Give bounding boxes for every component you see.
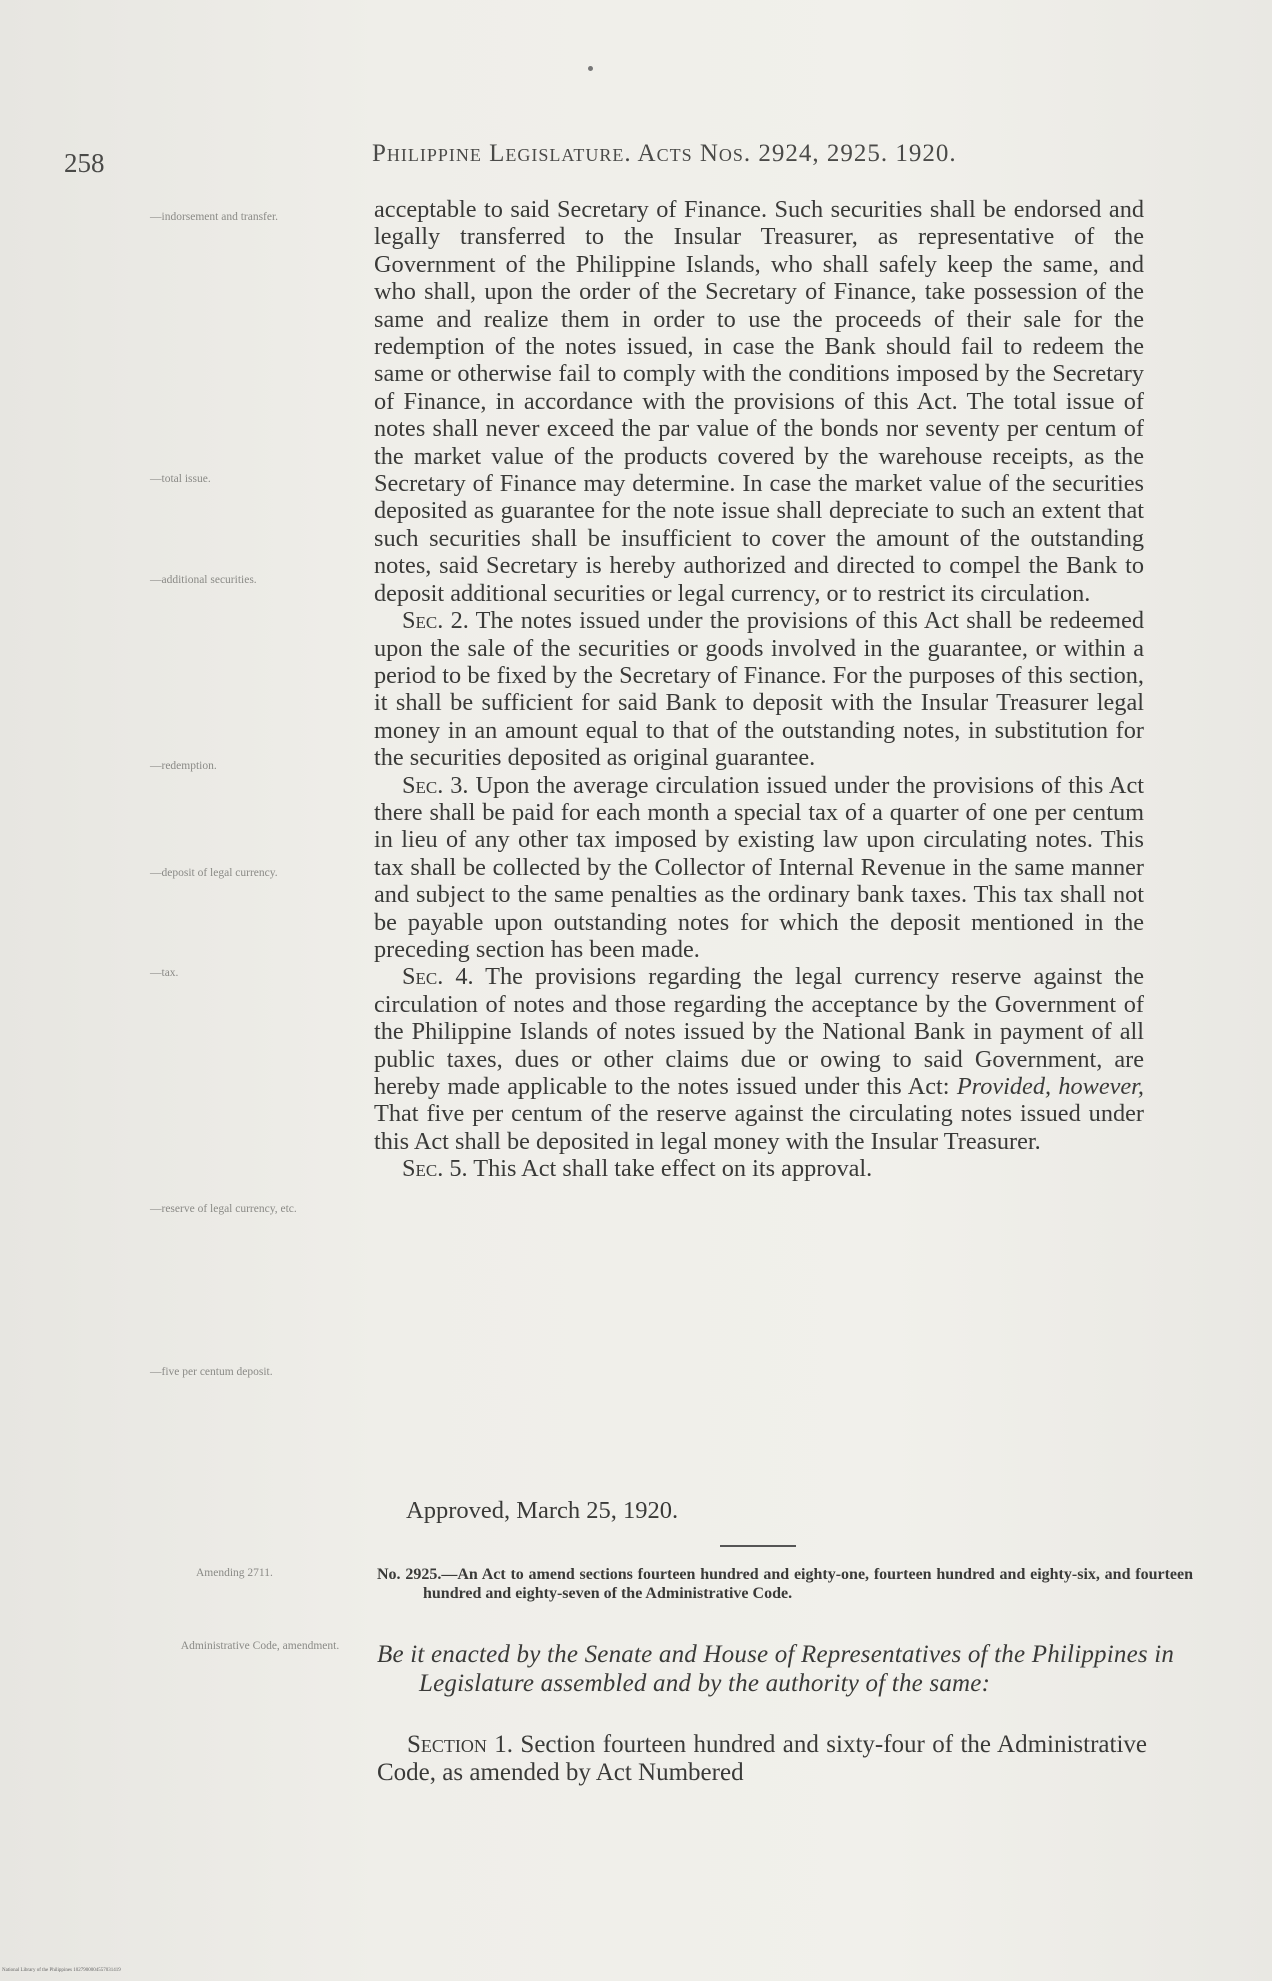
margin-note: —tax. [150, 967, 179, 979]
section-text: Upon the average circulation issued under the provisions of this Act there shall be paid for each month a special tax of a quarter of one per centum in lieu of any other tax imposed by existing law upon circulating notes. This tax shall be collected by the Collector of Internal Revenue in the same manner and subject to the same penalties as the ordinary bank taxes. This tax shall not be payable upon outstanding notes for which the deposit mentioned in the preceding section has been made. [374, 771, 1145, 963]
section-label: Sec. 3. [402, 771, 469, 799]
margin-note: —deposit of legal currency. [150, 867, 278, 879]
enacting-clause: Be it enacted by the Senate and House of Representatives of the Philippines in Legislature assembled and by the authority of the same: [377, 1641, 1175, 1697]
margin-note: Amending 2711. [196, 1567, 273, 1579]
section-text: That five per centum of the reserve against the circulating notes issued under this Act shall be deposited in legal money with the Insular Treasurer. [374, 1100, 1144, 1155]
section-label: Sec. 4. [402, 963, 474, 991]
margin-note: —redemption. [150, 760, 217, 772]
section-text: The notes issued under the provisions of this Act shall be redeemed upon the sale of the securities or goods involved in the guarantee, or within a period to be fixed by the Secretary of Finance. For the purposes of this section, it shall be sufficient for said Bank to deposit with the Insular Treasurer legal money in an amount equal to that of the outstanding notes, in substitution for the securities deposited as original guarantee. [374, 607, 1145, 772]
ink-speck [588, 66, 593, 71]
page-number: 258 [64, 148, 105, 178]
section-text: The provisions regarding the legal currency reserve against the circulation of notes and those regarding the acceptance by the Government of the Philippine Islands of notes issued by the National Bank in payment of all public taxes, dues or other claims due or owing to said Government, are hereby made applicable to the notes issued under this Act: [374, 963, 1144, 1100]
act-section-1 [377, 1731, 1147, 1787]
margin-note: —reserve of legal currency, etc. [150, 1203, 297, 1215]
approval-date: Approved, March 25, 1920. [406, 1497, 679, 1524]
margin-note: —five per centum deposit. [150, 1366, 273, 1378]
section-5 [374, 1155, 1144, 1182]
proviso: Provided, however, [956, 1073, 1145, 1100]
section-text: This Act shall take effect on its approval. [473, 1155, 873, 1183]
margin-note: —additional securities. [150, 574, 257, 586]
scan-credit: National Library of the Philippines 1027900004557031419 [2, 1968, 121, 1973]
section-text: Section fourteen hundred and sixty-four of the Administrative Code, as amended by Act Numbered [377, 1731, 1147, 1786]
section-3 [374, 772, 1144, 964]
body-text [374, 196, 1144, 1183]
act-title: —An Act to amend sections fourteen hundred and eighty-one, fourteen hundred and eighty-six, and fourteen hundred and eighty-seven of the Administrative Code. [423, 1566, 1193, 1602]
section-label: Section 1. [407, 1731, 514, 1758]
divider [720, 1545, 796, 1547]
section-4 [374, 963, 1144, 1155]
act-number: No. 2925. [377, 1566, 442, 1583]
margin-note: Administrative Code, amendment. [180, 1640, 340, 1652]
margin-note: —indorsement and transfer. [150, 211, 279, 223]
act-heading [377, 1565, 1193, 1603]
margin-note: —total issue. [150, 473, 211, 485]
section-label: Sec. 2. [402, 607, 469, 635]
running-head: Philippine Legislature. Acts Nos. 2924, 2925. 1920. [372, 140, 957, 167]
paragraph: acceptable to said Secretary of Finance. Such securities shall be endorsed and legally transferred to the Insular Treasurer, as representative of the Government of the Philippine Islands, who shall safely keep the same, and who shall, upon the order of the Secretary of Finance, take possession of the same and realize them in order to use the proceeds of their sale for the redemption of the notes issued, in case the Bank should fail to redeem the same or otherwise fail to comply with the conditions imposed by the Secretary of Finance, in accordance with the provisions of this Act. The total issue of notes shall never exceed the par value of the bonds nor seventy per centum of the market value of the products covered by the warehouse receipts, as the Secretary of Finance may determine. In case the market value of the securities deposited as guarantee for the note issue shall depreciate to such an extent that such securities shall be insufficient to cover the amount of the outstanding notes, said Secretary is hereby authorized and directed to compel the Bank to deposit additional securities or legal currency, or to restrict its circulation. [374, 196, 1144, 607]
section-label: Sec. 5. [402, 1155, 468, 1183]
section-2 [374, 607, 1144, 771]
